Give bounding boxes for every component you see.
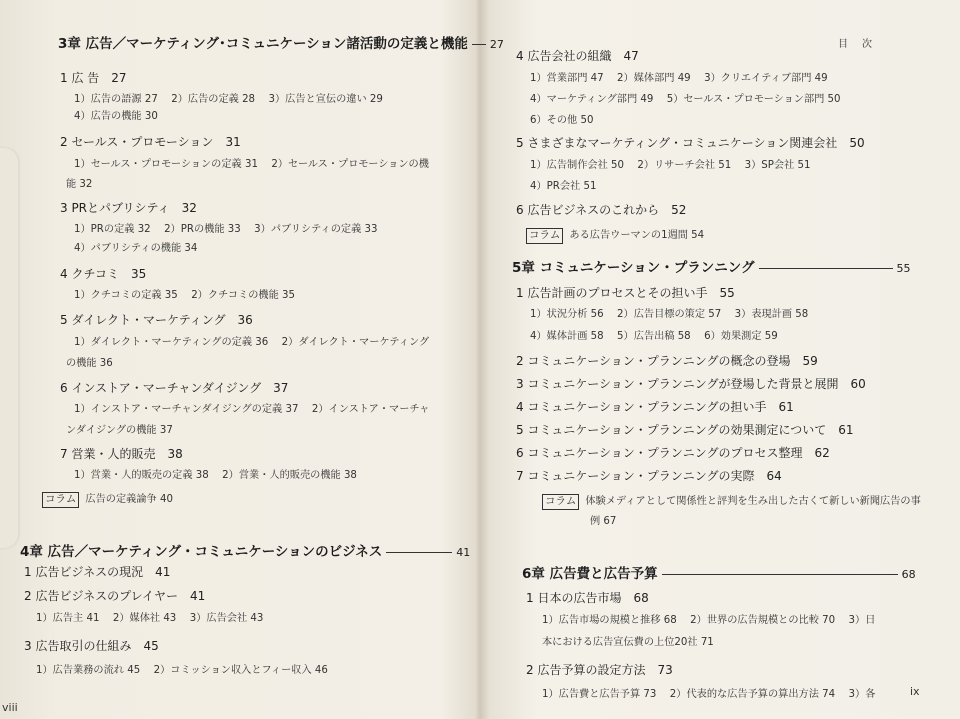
toc-section[interactable]: 7 営業・人的販売 38 (60, 447, 183, 461)
toc-section[interactable]: 5 ダイレクト・マーケティング 36 (60, 313, 253, 327)
toc-subsections: 1）広告の語源 27 2）広告の定義 28 3）広告と宣伝の違い 29 (74, 94, 383, 105)
toc-subsections: 1）広告主 41 2）媒体社 43 3）広告会社 43 (36, 613, 264, 624)
column-badge: コラム (526, 228, 563, 244)
toc-subsections: 4）媒体計画 58 5）広告出稿 58 6）効果測定 59 (530, 331, 778, 342)
chapter-page: 41 (456, 546, 471, 559)
column-entry[interactable]: コラム ある広告ウーマンの1週間 54 (526, 228, 704, 244)
toc-section[interactable]: 6 広告ビジネスのこれから 52 (516, 203, 687, 217)
leader-rule (386, 552, 452, 553)
column-entry[interactable]: コラム 体験メディアとして関係性と評判を生み出した古くて新しい新聞広告の事 (542, 494, 921, 510)
toc-section[interactable]: 5 コミュニケーション・プランニングの効果測定について 61 (516, 423, 854, 437)
toc-subsections: の機能 36 (66, 358, 113, 369)
toc-subsections: 能 32 (66, 179, 93, 190)
running-header: 目次 (838, 39, 886, 50)
toc-section[interactable]: 3 PRとパブリシティ 32 (60, 201, 197, 215)
chapter-6-heading[interactable] (522, 568, 916, 582)
page-folio: ix (910, 685, 920, 698)
toc-subsections: 1）セールス・プロモーションの定義 31 2）セールス・プロモーションの機 (74, 159, 429, 170)
toc-section[interactable]: 4 クチコミ 35 (60, 267, 147, 281)
toc-section[interactable]: 3 コミュニケーション・プランニングが登場した背景と展開 60 (516, 377, 866, 391)
toc-section[interactable]: 1 広告ビジネスの現況 41 (24, 565, 171, 579)
toc-section[interactable]: 2 広告予算の設定方法 73 (526, 663, 673, 677)
toc-section[interactable]: 6 インストア・マーチャンダイジング 37 (60, 381, 289, 395)
chapter-page: 27 (489, 38, 504, 51)
toc-section[interactable]: 2 広告ビジネスのプレイヤー 41 (24, 589, 206, 603)
column-continuation: 例 67 (590, 516, 617, 527)
toc-subsections: 6）その他 50 (530, 115, 594, 126)
toc-subsections: 4）広告の機能 30 (74, 111, 158, 122)
toc-section[interactable]: 6 コミュニケーション・プランニングのプロセス整理 62 (516, 446, 830, 460)
chapter-3-heading[interactable] (58, 38, 504, 52)
column-entry[interactable]: コラム 広告の定義論争 40 (42, 492, 173, 508)
column-badge: コラム (42, 492, 79, 508)
chapter-title: 4章 広告／マーケティング・コミュニケーションのビジネス (20, 544, 383, 560)
toc-subsections: 4）パブリシティの機能 34 (74, 243, 198, 254)
toc-section[interactable]: 7 コミュニケーション・プランニングの実際 64 (516, 469, 782, 483)
toc-section[interactable]: 1 日本の広告市場 68 (526, 591, 649, 605)
toc-section[interactable]: 1 広告計画のプロセスとその担い手 55 (516, 286, 735, 300)
toc-subsections: 1）ダイレクト・マーケティングの定義 36 2）ダイレクト・マーケティング (74, 337, 430, 348)
chapter-title: 5章 コミュニケーション・プランニング (512, 260, 755, 276)
toc-subsections: 1）広告業務の流れ 45 2）コミッション収入とフィー収入 46 (36, 665, 328, 676)
toc-subsections: 1）クチコミの定義 35 2）クチコミの機能 35 (74, 290, 295, 301)
chapter-4-heading[interactable] (20, 546, 470, 560)
toc-subsections: 1）状況分析 56 2）広告目標の策定 57 3）表現計画 58 (530, 309, 809, 320)
toc-section[interactable]: 4 コミュニケーション・プランニングの担い手 61 (516, 400, 794, 414)
leader-rule (662, 574, 898, 575)
chapter-5-heading[interactable] (512, 262, 911, 276)
page-tab-edge (0, 148, 18, 548)
toc-section[interactable]: 2 セールス・プロモーション 31 (60, 135, 241, 149)
toc-subsections: 1）営業部門 47 2）媒体部門 49 3）クリエイティブ部門 49 (530, 73, 828, 84)
right-page (482, 0, 960, 719)
toc-section[interactable]: 4 広告会社の組織 47 (516, 49, 639, 63)
toc-subsections: 本における広告宣伝費の上位20社 71 (542, 637, 714, 648)
toc-subsections: 1）広告市場の規模と推移 68 2）世界の広告規模との比較 70 3）日 (542, 615, 876, 626)
toc-subsections: 1）インストア・マーチャンダイジングの定義 37 2）インストア・マーチャ (74, 404, 430, 415)
toc-section[interactable]: 1 広 告 27 (60, 71, 127, 85)
toc-section[interactable]: 5 さまざまなマーケティング・コミュニケーション関連会社 50 (516, 136, 865, 150)
chapter-page: 55 (896, 262, 911, 275)
toc-subsections: ンダイジングの機能 37 (66, 425, 173, 436)
chapter-page: 68 (901, 568, 916, 581)
toc-subsections: 4）マーケティング部門 49 5）セールス・プロモーション部門 50 (530, 94, 841, 105)
toc-subsections: 1）PRの定義 32 2）PRの機能 33 3）パブリシティの定義 33 (74, 224, 378, 235)
toc-subsections: 4）PR会社 51 (530, 181, 597, 192)
toc-subsections: 1）営業・人的販売の定義 38 2）営業・人的販売の機能 38 (74, 470, 357, 481)
toc-section[interactable]: 2 コミュニケーション・プランニングの概念の登場 59 (516, 354, 818, 368)
toc-subsections: 1）広告費と広告予算 73 2）代表的な広告予算の算出方法 74 3）各 (542, 689, 876, 700)
column-badge: コラム (542, 494, 579, 510)
leader-rule (759, 268, 893, 269)
toc-subsections: 1）広告制作会社 50 2）リサーチ会社 51 3）SP会社 51 (530, 160, 811, 171)
chapter-title: 3章 広告／マーケティング･コミュニケーション諸活動の定義と機能 (58, 36, 468, 52)
page-folio: viii (2, 701, 18, 714)
toc-section[interactable]: 3 広告取引の仕組み 45 (24, 639, 159, 653)
chapter-title: 6章 広告費と広告予算 (522, 566, 658, 582)
